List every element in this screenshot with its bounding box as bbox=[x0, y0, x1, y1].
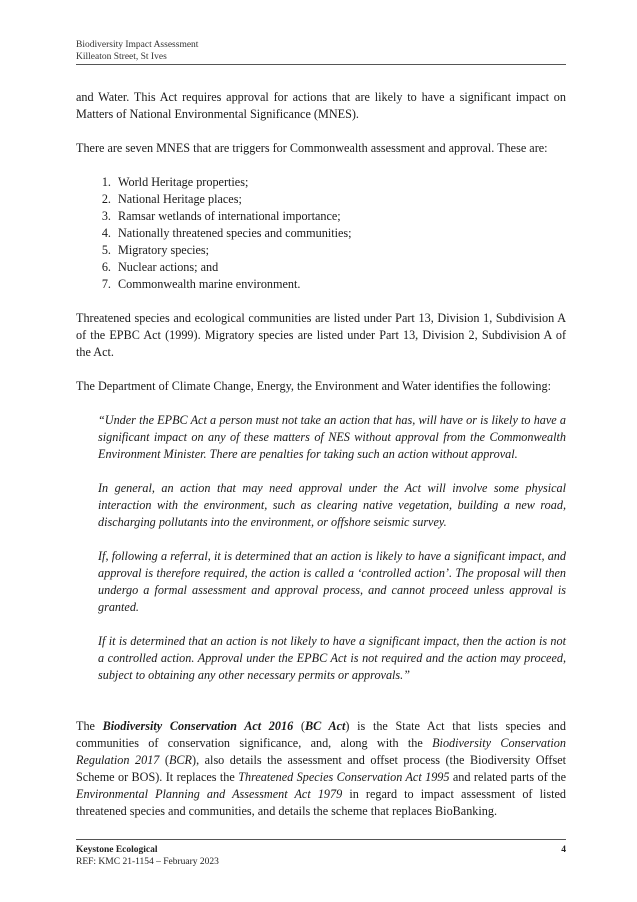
bc-act-title: Biodiversity Conservation Act 2016 bbox=[102, 719, 294, 733]
mnes-list bbox=[76, 174, 566, 293]
quote-paragraph: If it is determined that an action is not likely to have a significant impact, then the action is not a controlled action. Approval under the EPBC Act is not required and the action may proceed, subject to obtaining any other necessary permits or approvals.” bbox=[98, 634, 566, 682]
footer-divider bbox=[76, 839, 566, 840]
paragraph-bc-act: The Biodiversity Conservation Act 2016 (BC Act) is the State Act that lists species and communities of conservation significance, and, along with the Biodiversity Conservation Regulation 2017 (BCR), also details the assessment and offset process (the Biodiversity Offset Scheme or BOS). It replaces the Threatened Species Conservation Act 1995 and related parts of the Environmental Planning and Assessment Act 1979 in regard to impact assessment of listed threatened species and communities, and details the scheme that replaces BioBanking. bbox=[76, 719, 566, 818]
list-item: 5. Migratory species; bbox=[114, 242, 566, 259]
footer-company: Keystone Ecological bbox=[76, 845, 158, 855]
header-divider bbox=[76, 64, 566, 65]
bc-regulation-title: Biodiversity Conservation Regulation 2017 bbox=[76, 736, 566, 767]
paragraph-department: The Department of Climate Change, Energy, the Environment and Water identifies the following: bbox=[76, 379, 551, 393]
list-item: 2. National Heritage places; bbox=[114, 191, 566, 208]
page-body bbox=[76, 89, 566, 820]
ep-a-act-title: Environmental Planning and Assessment Act 1979 bbox=[76, 787, 343, 801]
paragraph-listed-species: Threatened species and ecological communities are listed under Part 13, Division 1, Subdivision A of the EPBC Act (1999). Migratory species are listed under Part 13, Division 2, Subdivision A of the Act. bbox=[76, 311, 566, 359]
bcr-abbr: BCR bbox=[168, 753, 193, 767]
page-footer bbox=[76, 844, 566, 868]
quote-paragraph: If, following a referral, it is determined that an action is likely to have a significant impact, and approval is therefore required, the action is called a ‘controlled action’. The proposal will then undergo a formal assessment and approval process, and cannot proceed unless approval is granted. bbox=[98, 549, 566, 614]
list-item: 1. World Heritage properties; bbox=[114, 174, 566, 191]
page-header bbox=[76, 39, 566, 63]
department-quote bbox=[98, 412, 566, 684]
footer-reference: REF: KMC 21-1154 – February 2023 bbox=[76, 857, 219, 867]
quote-paragraph: “Under the EPBC Act a person must not take an action that has, will have or is likely to have a significant impact on any of these matters of NES without approval from the Commonwealth Environment Minister. There are penalties for taking such an action without approval. bbox=[98, 413, 566, 461]
paragraph-mnes-triggers: There are seven MNES that are triggers for Commonwealth assessment and approval. These are: bbox=[76, 141, 548, 155]
list-item: 6. Nuclear actions; and bbox=[114, 259, 566, 276]
header-site-address: Killeaton Street, St Ives bbox=[76, 52, 167, 62]
paragraph-epbc-intro: and Water. This Act requires approval for actions that are likely to have a significant impact on Matters of National Environmental Significance (MNES). bbox=[76, 90, 566, 121]
page-number: 4 bbox=[561, 845, 566, 855]
list-item: 4. Nationally threatened species and communities; bbox=[114, 225, 566, 242]
list-item: 3. Ramsar wetlands of international importance; bbox=[114, 208, 566, 225]
tsc-act-title: Threatened Species Conservation Act 1995 bbox=[238, 770, 450, 784]
bc-act-abbr: BC Act bbox=[304, 719, 346, 733]
list-item: 7. Commonwealth marine environment. bbox=[114, 276, 566, 293]
header-report-title: Biodiversity Impact Assessment bbox=[76, 40, 199, 50]
quote-paragraph: In general, an action that may need approval under the Act will involve some physical interaction with the environment, such as clearing native vegetation, building a new road, discharging pollutants into the environment, or offshore seismic survey. bbox=[98, 481, 566, 529]
